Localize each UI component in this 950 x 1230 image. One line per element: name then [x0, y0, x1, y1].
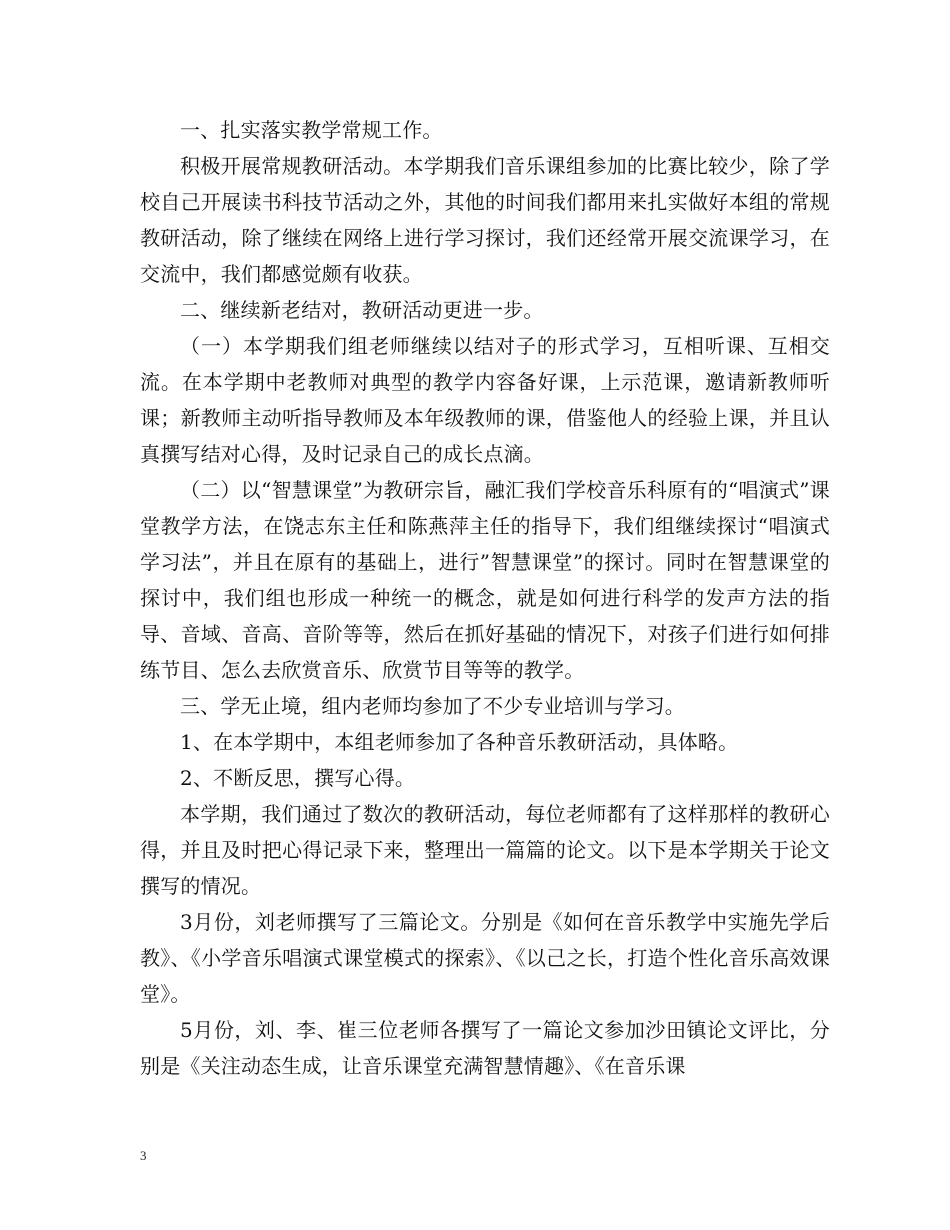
body-paragraph: 3月份，刘老师撰写了三篇论文。分别是《如何在音乐教学中实施先学后教》、《小学音乐唱演式课堂模式的探索》、《以己之长，打造个性化音乐高效课堂》。 [140, 910, 830, 1006]
body-paragraph: 本学期，我们通过了数次的教研活动，每位老师都有了这样那样的教研心得，并且及时把心得记录下来，整理出一篇篇的论文。以下是本学期关于论文撰写的情况。 [140, 802, 830, 898]
list-item: 1、在本学期中，本组老师参加了各种音乐教研活动，具体略。 [180, 730, 739, 754]
body-paragraph: （一）本学期我们组老师继续以结对子的形式学习，互相听课、互相交流。在本学期中老教师对典型的教学内容备好课，上示范课，邀请新教师听课；新教师主动听指导教师及本年级教师的课，借鉴他人的经验上课，并且认真撰写结对心得，及时记录自己的成长点滴。 [140, 334, 830, 466]
page-number: 3 [140, 1148, 147, 1163]
section-heading-2: 二、继续新老结对，教研活动更进一步。 [180, 298, 544, 322]
section-heading-1: 一、扎实落实教学常规工作。 [180, 118, 443, 142]
section-heading-3: 三、学无止境，组内老师均参加了不少专业培训与学习。 [180, 694, 685, 718]
list-item: 2、不断反思，撰写心得。 [180, 766, 416, 790]
body-paragraph: 5月份，刘、李、崔三位老师各撰写了一篇论文参加沙田镇论文评比，分别是《关注动态生成，让音乐课堂充满智慧情趣》、《在音乐课 [140, 1018, 830, 1078]
body-paragraph: 积极开展常规教研活动。本学期我们音乐课组参加的比赛比较少，除了学校自己开展读书科技节活动之外，其他的时间我们都用来扎实做好本组的常规教研活动，除了继续在网络上进行学习探讨，我们还经常开展交流课学习，在交流中，我们都感觉颇有收获。 [140, 154, 830, 286]
document-body [140, 112, 830, 1084]
body-paragraph: （二）以“智慧课堂”为教研宗旨，融汇我们学校音乐科原有的“唱演式”课堂教学方法，在饶志东主任和陈燕萍主任的指导下，我们组继续探讨“唱演式学习法”，并且在原有的基础上，进行”智慧课堂”的探讨。同时在智慧课堂的探讨中，我们组也形成一种统一的概念，就是如何进行科学的发声方法的指导、音域、音高、音阶等等，然后在抓好基础的情况下，对孩子们进行如何排练节目、怎么去欣赏音乐、欣赏节目等等的教学。 [140, 478, 830, 682]
